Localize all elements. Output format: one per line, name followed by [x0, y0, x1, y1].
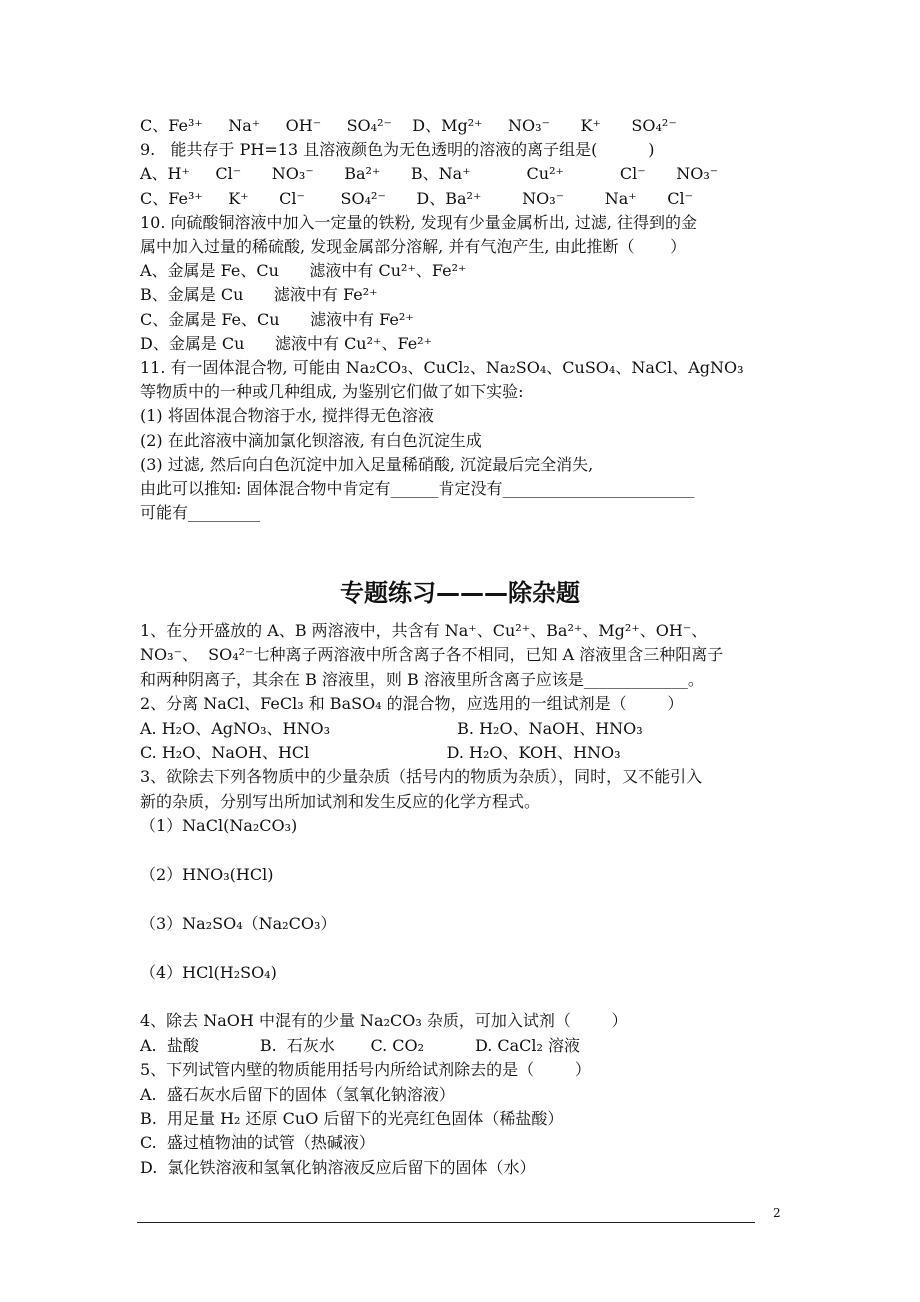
question-line: 属中加入过量的稀硫酸, 发现金属部分溶解, 并有气泡产生, 由此推断（ ）	[140, 237, 687, 256]
question-line: (2) 在此溶液中滴加氯化钡溶液, 有白色沉淀生成	[140, 430, 482, 450]
exercise-line: 3、欲除去下列各物质中的少量杂质（括号内的物质为杂质），同时，又不能引入	[140, 767, 703, 787]
exercise-line: （1）NaCl(Na₂CO₃)	[140, 816, 298, 836]
question-line: C、金属是 Fe、Cu 滤液中有 Fe²⁺	[140, 309, 414, 329]
exercise-line: （4）HCl(H₂SO₄)	[140, 962, 277, 982]
exercise-line: A. H₂O、AgNO₃、HNO₃ B. H₂O、NaOH、HNO₃	[140, 718, 643, 738]
question-line: 可能有_________	[140, 503, 261, 523]
section-title: 专题练习———除杂题	[340, 579, 580, 607]
question-line: 10. 向硫酸铜溶液中加入一定量的铁粉, 发现有少量金属析出, 过滤, 往得到的金	[140, 212, 698, 232]
exercise-line: A. 盐酸 B. 石灰水 C. CO₂ D. CaCl₂ 溶液	[140, 1035, 581, 1055]
question-line: 由此可以推知: 固体混合物中肯定有______肯定没有________________________	[140, 479, 695, 498]
question-line: D、金属是 Cu 滤液中有 Cu²⁺、Fe²⁺	[140, 333, 433, 353]
question-line: B、金属是 Cu 滤液中有 Fe²⁺	[140, 285, 378, 305]
question-line: A、金属是 Fe、Cu 滤液中有 Cu²⁺、Fe²⁺	[140, 261, 467, 281]
question-line: A、H⁺ Cl⁻ NO₃⁻ Ba²⁺ B、Na⁺ Cu²⁺ Cl⁻ NO₃⁻	[140, 164, 719, 184]
exercise-line: 1、在分开盛放的 A、B 两溶液中，共含有 Na⁺、Cu²⁺、Ba²⁺、Mg²⁺、OH⁻、	[140, 621, 708, 640]
page-number: 2	[773, 1206, 781, 1220]
exercise-line: （2）HNO₃(HCl)	[140, 865, 274, 884]
question-line: 11. 有一固体混合物, 可能由 Na₂CO₃、CuCl₂、Na₂SO₄、CuSO₄、NaCl、AgNO₃	[140, 358, 744, 377]
question-line: 等物质中的一种或几种组成, 为鉴别它们做了如下实验:	[140, 382, 524, 402]
exercise-line: C. 盛过植物油的试管（热碱液）	[140, 1133, 375, 1153]
exercise-line: B. 用足量 H₂ 还原 CuO 后留下的光亮红色固体（稀盐酸）	[140, 1109, 564, 1128]
exercise-line: 新的杂质，分别写出所加试剂和发生反应的化学方程式。	[140, 791, 541, 811]
question-line: (1) 将固体混合物溶于水, 搅拌得无色溶液	[140, 406, 434, 426]
question-line: 9. 能共存于 PH=13 且溶液颜色为无色透明的溶液的离子组是( )	[140, 140, 655, 160]
footer-rule	[137, 1222, 755, 1223]
exercise-line: （3）Na₂SO₄（Na₂CO₃）	[140, 913, 337, 933]
exercise-line: A. 盛石灰水后留下的固体（氢氧化钠溶液）	[140, 1084, 455, 1104]
exercise-line: C. H₂O、NaOH、HCl D. H₂O、KOH、HNO₃	[140, 743, 621, 762]
question-line: C、Fe³⁺ Na⁺ OH⁻ SO₄²⁻ D、Mg²⁺ NO₃⁻ K⁺ SO₄²⁻	[140, 116, 677, 135]
question-line: (3) 过滤, 然后向白色沉淀中加入足量稀硝酸, 沉淀最后完全消失,	[140, 454, 594, 474]
question-line: C、Fe³⁺ K⁺ Cl⁻ SO₄²⁻ D、Ba²⁺ NO₃⁻ Na⁺ Cl⁻	[140, 188, 694, 208]
exercise-line: 5、下列试管内壁的物质能用括号内所给试剂除去的是（ ）	[140, 1060, 591, 1080]
exercise-line: 和两种阴离子，其余在 B 溶液里，则 B 溶液里所含离子应该是_____________。	[140, 669, 704, 689]
exercise-line: 2、分离 NaCl、FeCl₃ 和 BaSO₄ 的混合物，应选用的一组试剂是（ ）	[140, 694, 684, 714]
exercise-line: NO₃⁻、 SO₄²⁻七种离子两溶液中所含离子各不相同，已知 A 溶液里含三种阳离子	[140, 645, 724, 665]
exercise-line: 4、除去 NaOH 中混有的少量 Na₂CO₃ 杂质，可加入试剂（ ）	[140, 1011, 628, 1031]
exercise-line: D. 氯化铁溶液和氢氧化钠溶液反应后留下的固体（水）	[140, 1157, 536, 1177]
